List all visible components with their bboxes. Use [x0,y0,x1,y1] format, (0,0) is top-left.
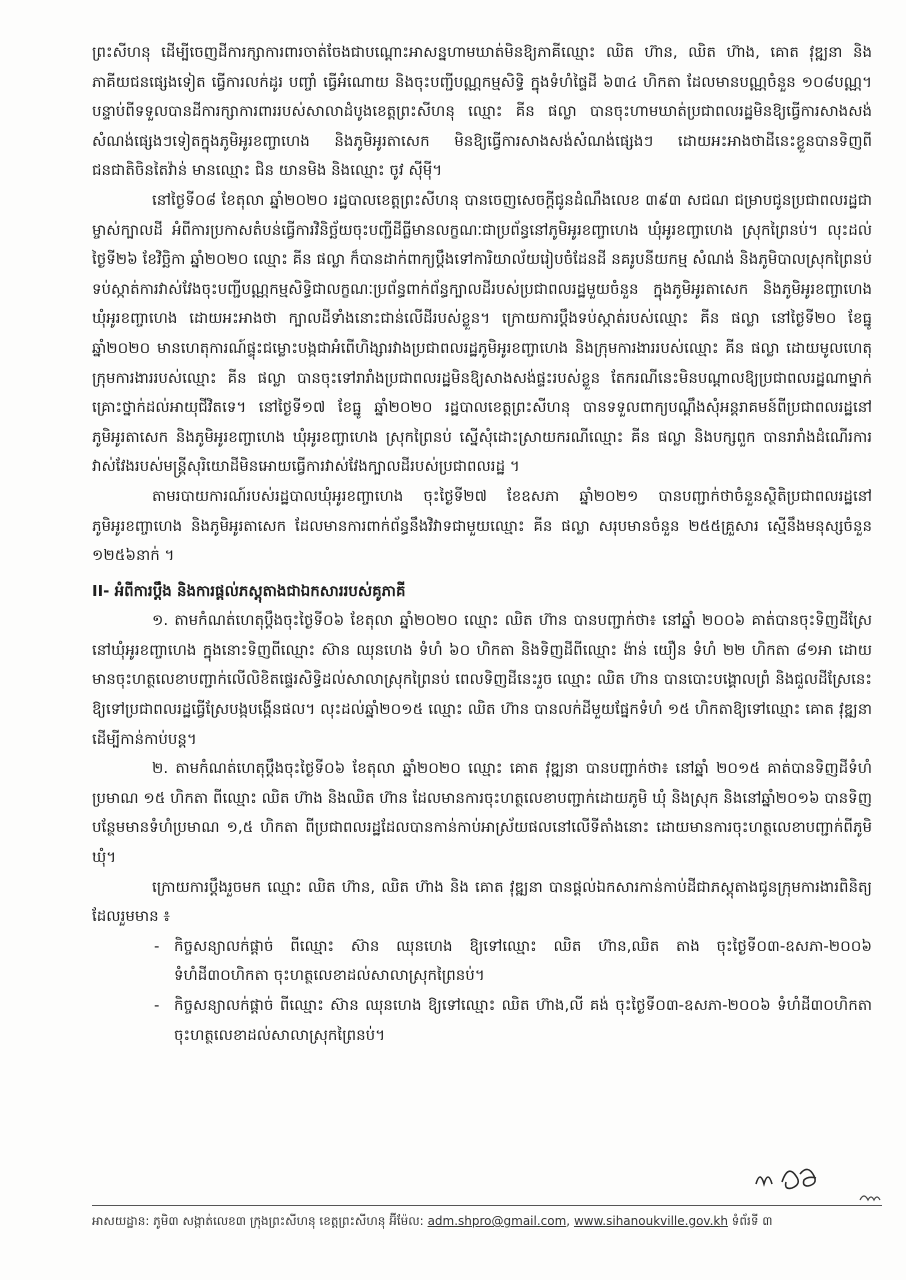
footer-address: អាសយដ្ឋាន: ភូមិ៣ សង្កាត់លេខ៣ ក្រុងព្រះសីហនុ ខេត្តព្រះសីហនុ អ៊ីម៉ែល: [92,1214,424,1228]
document-body [92,38,872,1050]
list-item-text: កិច្ចសន្យាលក់ផ្ដាច់ ពីឈ្មោះ ស៊ាន ឈុនហេង ឱ្យទៅឈ្មោះ ឈិត ហ៊ាង,លី គង់ ចុះថ្ងៃទី០៣-ឧសភា-២០០៦ ទំហំដី៣០ហិកតា ចុះហត្ថលេខាដល់សាលាស្រុកព្រៃនប់។ [174,996,872,1044]
list-item [154,991,872,1050]
paragraph-6: ក្រោយការប្ដឹងរួចមក ឈ្មោះ ឈិត ហ៊ាន, ឈិត ហ៊ាង និង គោត វុឌ្ឍនា បានផ្ដល់ឯកសារកាន់កាប់ដីជាភស្តុតាងជូនក្រុមការងារពិនិត្យដែលរួមមាន ៖ [92,877,872,926]
paragraph-2: នៅថ្ងៃទី០៨ ខែតុលា ឆ្នាំ២០២០ រដ្ឋបាលខេត្តព្រះសីហនុ បានចេញសេចក្ដីជូនដំណឹងលេខ ៣៩៣ សជណ ជម្រាបជូនប្រជាពលរដ្ឋជាម្ចាស់ក្បាលដី អំពីការប្រកាសតំបន់ធ្វើការវិនិច្ឆ័យចុះបញ្ជីដីធ្លីមានលក្ខណៈជាប្រព័ន្ធនៅភូមិអូរខញ្ចាហេង ឃុំអូរខញ្ចាហេង ស្រុកព្រៃនប់។ លុះដល់ថ្ងៃទី២៦ ខែវិច្ឆិកា ឆ្នាំ២០២០ ឈ្មោះ គីន ផល្លា ក៏បានដាក់ពាក្យប្ដឹងទៅការិយាល័យរៀបចំដែនដី នគរូបនីយកម្ម សំណង់ និងភូមិបាលស្រុកព្រៃនប់ ទប់ស្កាត់ការវាស់វែងចុះបញ្ជីបណ្ណកម្មសិទ្ធិជាលក្ខណៈប្រព័ន្ធពាក់ព័ន្ធក្បាលដីរបស់ប្រជាពលរដ្ឋមួយចំនួន ក្នុងភូមិអូរតាសេក និងភូមិអូរខញ្ចាហេង ឃុំអូរខញ្ចាហេង ដោយអះអាងថា ក្បាលដីទាំងនោះជាន់លើដីរបស់ខ្លួន។ ក្រោយការប្ដឹងទប់ស្កាត់របស់ឈ្មោះ គីន ផល្លា នៅថ្ងៃទី២០ ខែធ្នូ ឆ្នាំ២០២០ មានហេតុការណ៍ផ្ទុះជម្លោះបង្កជាអំពើហិង្សារវាងប្រជាពលរដ្ឋភូមិអូរខញ្ចាហេង និងក្រុមការងាររបស់ឈ្មោះ គីន ផល្លា ដោយមូលហេតុក្រុមការងាររបស់ឈ្មោះ គីន ផល្លា បានចុះទៅរារាំងប្រជាពលរដ្ឋមិនឱ្យសាងសង់ផ្ទះរបស់ខ្លួន តែករណីនេះមិនបណ្ដាលឱ្យប្រជាពលរដ្ឋណាម្នាក់គ្រោះថ្នាក់ដល់អាយុជីវិតទេ។ នៅថ្ងៃទី១៧ ខែធ្នូ ឆ្នាំ២០២០ រដ្ឋបាលខេត្តព្រះសីហនុ បានទទួលពាក្យបណ្ដឹងសុំអន្តរាគមន៍ពីប្រជាពលរដ្ឋនៅភូមិអូរតាសេក និងភូមិអូរខញ្ចាហេង ឃុំអូរខញ្ចាហេង ស្រុកព្រៃនប់ ស្នើសុំដោះស្រាយករណីឈ្មោះ គីន ផល្លា និងបក្សពួក បានរារាំងដំណើរការវាស់វែងរបស់មន្ត្រីសុរិយោដីមិនអោយធ្វើការវាស់វែងក្បាលដីរបស់ប្រជាពលរដ្ឋ ។ [92,190,872,476]
footer-divider [92,1205,882,1206]
paragraph-4: ១. តាមកំណត់ហេតុប្ដឹងចុះថ្ងៃទី០៦ ខែតុលា ឆ្នាំ២០២០ ឈ្មោះ ឈិត ហ៊ាន បានបញ្ជាក់ថា៖ នៅឆ្នាំ ២០០៦ គាត់បានចុះទិញដីស្រែនៅឃុំអូរខញ្ចាហេង ក្នុងនោះទិញពីឈ្មោះ ស៊ាន ឈុនហេង ទំហំ ៦០ ហិកតា និងទិញដីពីឈ្មោះ ង៉ាន់ យឿន ទំហំ ២២ ហិកតា ៨១អា ដោយមានចុះហត្ថលេខាបញ្ជាក់លើលិខិតផ្ទេរសិទ្ធិដល់សាលាស្រុកព្រៃនប់ ពេលទិញដីនេះរួច ឈ្មោះ ឈិត ហ៊ាន បានបោះបង្គោលព្រំ និងជួលដីស្រែនេះឱ្យទៅប្រជាពលរដ្ឋធ្វើស្រែបង្កបង្កើនផល។ លុះដល់ឆ្នាំ២០១៥ ឈ្មោះ ឈិត ហ៊ាន បានលក់ដីមួយផ្នែកទំហំ ១៥ ហិកតាឱ្យទៅឈ្មោះ គោត វុឌ្ឍនា ដើម្បីកាន់កាប់បន្ត។ [92,611,872,748]
footer-email-link[interactable]: adm.shpro@gmail.com [427,1214,567,1228]
footer-page-number: ទំព័រទី ៣ [731,1214,773,1228]
bullet-marker: - [154,996,160,1014]
list-item-text: កិច្ចសន្យាលក់ផ្ដាច់ ពីឈ្មោះ ស៊ាន ឈុនហេង ឱ្យទៅឈ្មោះ ឈិត ហ៊ាន,ឈិត តាង ចុះថ្ងៃទី០៣-ឧសភា-២០០៦ ទំហំដី៣០ហិកតា ចុះហត្ថលេខាដល់សាលាស្រុកព្រៃនប់។ [174,936,872,985]
bullet-marker: - [154,936,160,955]
evidence-list [92,932,872,1050]
list-item [154,932,872,991]
paragraph-3: តាមរបាយការណ៍របស់រដ្ឋបាលឃុំអូរខញ្ចាហេង ចុះថ្ងៃទី២៧ ខែឧសភា ឆ្នាំ២០២១ បានបញ្ជាក់ថាចំនួនស្ថិតិប្រជាពលរដ្ឋនៅភូមិអូរខញ្ចាហេង និងភូមិអូរតាសេក ដែលមានការពាក់ព័ន្ធនឹងវិវាទជាមួយឈ្មោះ គីន ផល្លា សរុបមានចំនួន ២៥៥គ្រួសារ ស្មើនឹងមនុស្សចំនួន ១២៥៦នាក់ ។ [92,486,872,565]
page-footer [92,1212,882,1230]
paragraph-5: ២. តាមកំណត់ហេតុប្ដឹងចុះថ្ងៃទី០៦ ខែតុលា ឆ្នាំ២០២០ ឈ្មោះ គោត វុឌ្ឍនា បានបញ្ជាក់ថា៖ នៅឆ្នាំ ២០១៥ គាត់បានទិញដីទំហំប្រមាណ ១៥ ហិកតា ពីឈ្មោះ ឈិត ហ៊ាង និងឈិត ហ៊ាន ដែលមានការចុះហត្ថលេខាបញ្ជាក់ដោយភូមិ ឃុំ និងស្រុក និងនៅឆ្នាំ២០១៦ បានទិញបន្ថែមមានទំហំប្រមាណ ១,៥ ហិកតា ពីប្រជាពលរដ្ឋដែលបានកាន់កាប់អាស្រ័យផលនៅលើទីតាំងនោះ ដោយមានការចុះហត្ថលេខាបញ្ជាក់ពីភូមិ ឃុំ។ [92,759,872,867]
footer-website-link[interactable]: www.sihanoukville.gov.kh [573,1214,728,1228]
footer-separator: , [566,1214,571,1228]
initials-signature [752,1160,852,1200]
footer-mark-icon [858,1190,882,1204]
section-heading: II- អំពីការប្ដឹង និងការផ្ដល់ភស្តុតាងជាឯកសាររបស់គូភាគី [92,581,406,600]
paragraph-1: ព្រះសីហនុ ដើម្បីចេញដីការក្សាការពារចាត់ចែងជាបណ្ដោះអាសន្នហាមឃាត់មិនឱ្យភាគីឈ្មោះ ឈិត ហ៊ាន, ឈិត ហ៊ាង, គោត វុឌ្ឍនា និងភាគីយជនផ្សេងទៀត ធ្វើការលក់ដូរ បញ្ចាំ ធ្វើអំណោយ និងចុះបញ្ជីបណ្ណកម្មសិទ្ធិ ក្នុងទំហំផ្ទៃដី ៦៣៤ ហិកតា ដែលមានបណ្ណចំនួន ១០៨បណ្ណ។ បន្ទាប់ពីទទួលបានដីការក្សាការពាររបស់សាលាដំបូងខេត្តព្រះសីហនុ ឈ្មោះ គីន ផល្លា បានចុះហាមឃាត់ប្រជាពលរដ្ឋមិនឱ្យធ្វើការសាងសង់សំណង់ផ្សេងៗទៀតក្នុងភូមិអូរខញ្ចាហេង និងភូមិអូរតាសេក មិនឱ្យធ្វើការសាងសង់សំណង់ផ្សេងៗ ដោយអះអាងថាដីនេះខ្លួនបានទិញពីជនជាតិចិនតៃវ៉ាន់ មានឈ្មោះ ជិន យានមិង និងឈ្មោះ ចូវ ស៊ីម៉ី។ [92,43,872,180]
